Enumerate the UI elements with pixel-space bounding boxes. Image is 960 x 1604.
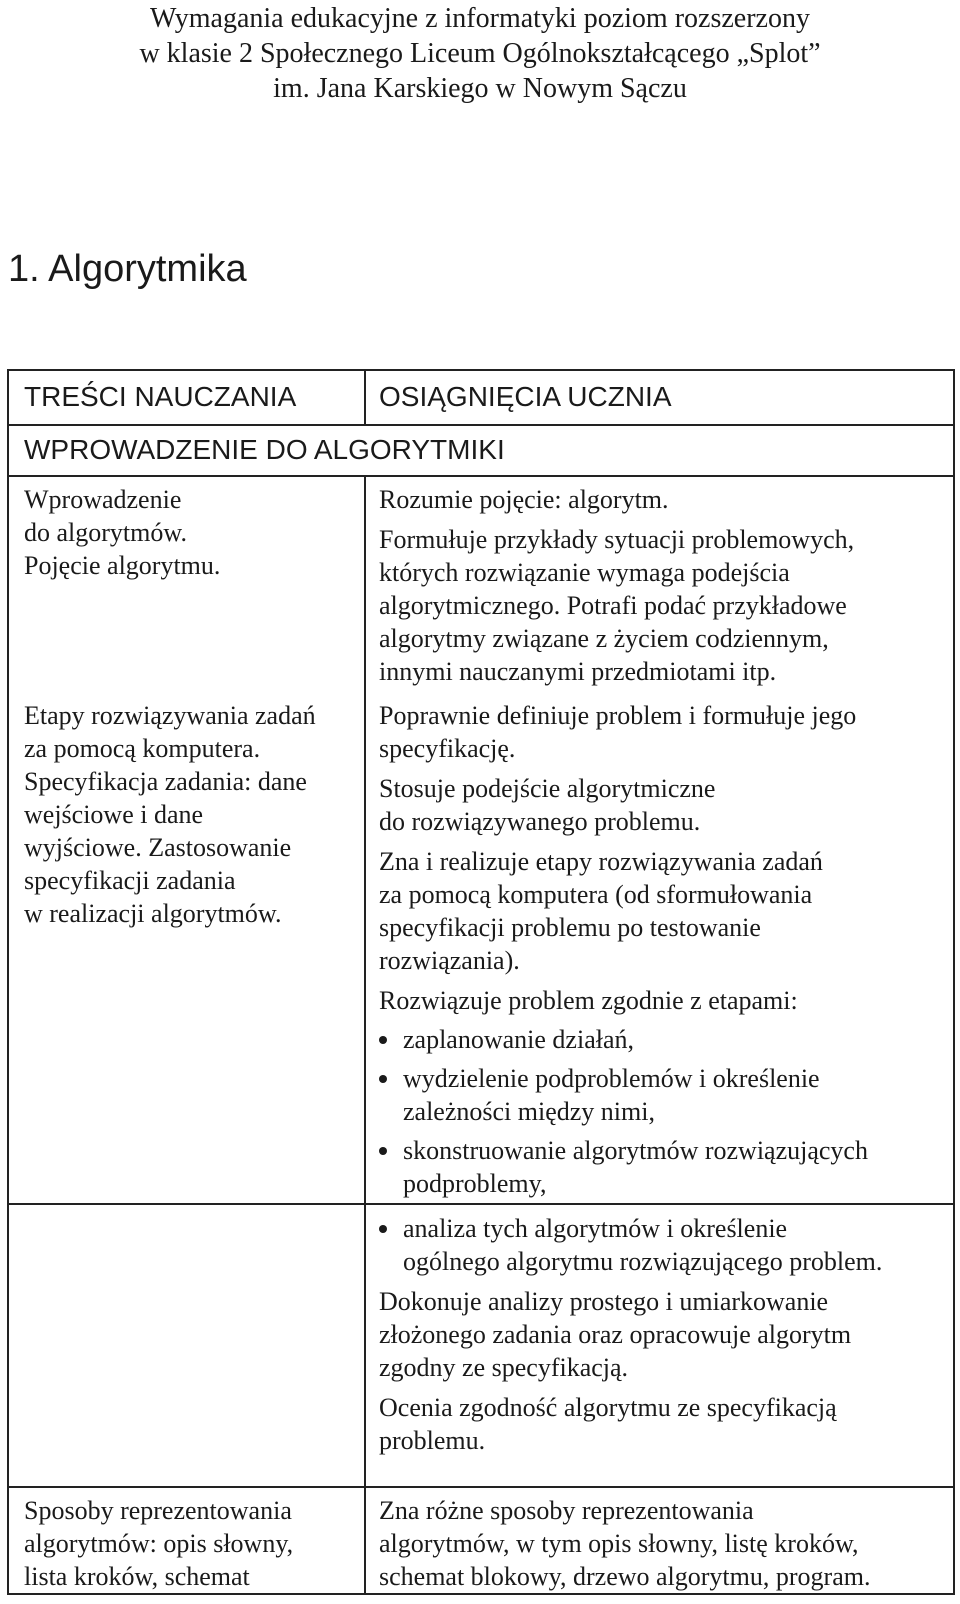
cell-line: Zna i realizuje etapy rozwiązywania zadań [379,847,823,876]
title-line: Wymagania edukacyjne z informatyki poziom rozszerzony [150,3,810,34]
cell-line: Sposoby reprezentowania [24,1496,292,1525]
row3-right-cell [379,1206,882,1457]
bullet-icon [379,1036,387,1044]
requirements-table [7,369,955,1595]
row-divider [9,424,953,426]
cell-line: Etapy rozwiązywania zadań [24,701,316,730]
header-achievements-column: OSIĄGNIĘCIA UCZNIA [379,381,672,412]
list-item [379,1212,882,1278]
row-divider [9,475,953,477]
row-divider [9,1203,953,1205]
cell-line: Zna różne sposoby reprezentowania [379,1496,754,1525]
cell-line: wyjściowe. Zastosowanie [24,833,292,862]
cell-line: lista kroków, schemat [24,1562,250,1591]
cell-line: Ocenia zgodność algorytmu ze specyfikacją [379,1393,837,1422]
list-item-text: zależności między nimi, [403,1097,655,1126]
cell-line: Stosuje podejście algorytmiczne [379,774,716,803]
list-item-text: podproblemy, [403,1169,547,1198]
row1-right-cell [379,483,854,688]
cell-line: wejściowe i dane [24,800,204,829]
cell-line: Pojęcie algorytmu. [24,551,221,580]
cell-line: w realizacji algorytmów. [24,899,282,928]
header-content-column: TREŚCI NAUCZANIA [24,381,297,412]
row1-left-cell [24,483,220,582]
stage-list-continued [379,1212,882,1278]
cell-line: Rozumie pojęcie: algorytm. [379,485,669,514]
cell-line: specyfikację. [379,734,516,763]
row2-left-cell [24,699,316,930]
bullet-icon [379,1225,387,1233]
bullet-icon [379,1147,387,1155]
cell-line: innymi nauczanymi przedmiotami itp. [379,657,777,686]
cell-line: Dokonuje analizy prostego i umiarkowanie [379,1287,829,1316]
row4-left-cell [24,1494,293,1593]
list-item [379,1134,868,1200]
list-item-text: zaplanowanie działań, [403,1025,634,1054]
cell-line: których rozwiązanie wymaga podejścia [379,558,790,587]
list-item-text: skonstruowanie algorytmów rozwiązujących [403,1136,868,1165]
cell-line: zgodny ze specyfikacją. [379,1353,629,1382]
stage-list [379,1023,868,1200]
title-line: im. Jana Karskiego w Nowym Sączu [273,73,687,104]
row2-right-cell [379,699,868,1200]
list-item-text: ogólnego algorytmu rozwiązującego problem. [403,1247,883,1276]
cell-line: algorytmów, w tym opis słowny, listę kroków, [379,1529,859,1558]
title-line: w klasie 2 Społecznego Liceum Ogólnokształcącego „Splot” [139,38,821,69]
column-divider [364,475,366,1593]
document-title [0,0,960,106]
section-row-title: WPROWADZENIE DO ALGORYTMIKI [24,434,505,465]
bullet-icon [379,1075,387,1083]
cell-line: do rozwiązywanego problemu. [379,807,701,836]
list-item [379,1062,868,1128]
cell-line: Rozwiązuje problem zgodnie z etapami: [379,986,798,1015]
cell-line: Poprawnie definiuje problem i formułuje jego [379,701,857,730]
cell-line: algorytmów: opis słowny, [24,1529,294,1558]
column-divider [364,371,366,425]
list-item [379,1023,868,1056]
list-item-text: analiza tych algorytmów i określenie [403,1214,788,1243]
cell-line: problemu. [379,1426,486,1455]
row4-right-cell [379,1494,870,1593]
cell-line: Formułuje przykłady sytuacji problemowych, [379,525,855,554]
cell-line: schemat blokowy, drzewo algorytmu, program. [379,1562,871,1591]
cell-line: specyfikacji zadania [24,866,236,895]
cell-line: specyfikacji problemu po testowanie [379,913,761,942]
section-heading: 1. Algorytmika [8,248,247,290]
cell-line: algorytmy związane z życiem codziennym, [379,624,829,653]
cell-line: za pomocą komputera. [24,734,261,763]
cell-line: Wprowadzenie [24,485,182,514]
cell-line: algorytmicznego. Potrafi podać przykładowe [379,591,847,620]
list-item-text: wydzielenie podproblemów i określenie [403,1064,820,1093]
cell-line: rozwiązania). [379,946,520,975]
cell-line: za pomocą komputera (od sformułowania [379,880,813,909]
cell-line: do algorytmów. [24,518,187,547]
cell-line: Specyfikacja zadania: dane [24,767,307,796]
cell-line: złożonego zadania oraz opracowuje algorytm [379,1320,852,1349]
row-divider [9,1486,953,1488]
